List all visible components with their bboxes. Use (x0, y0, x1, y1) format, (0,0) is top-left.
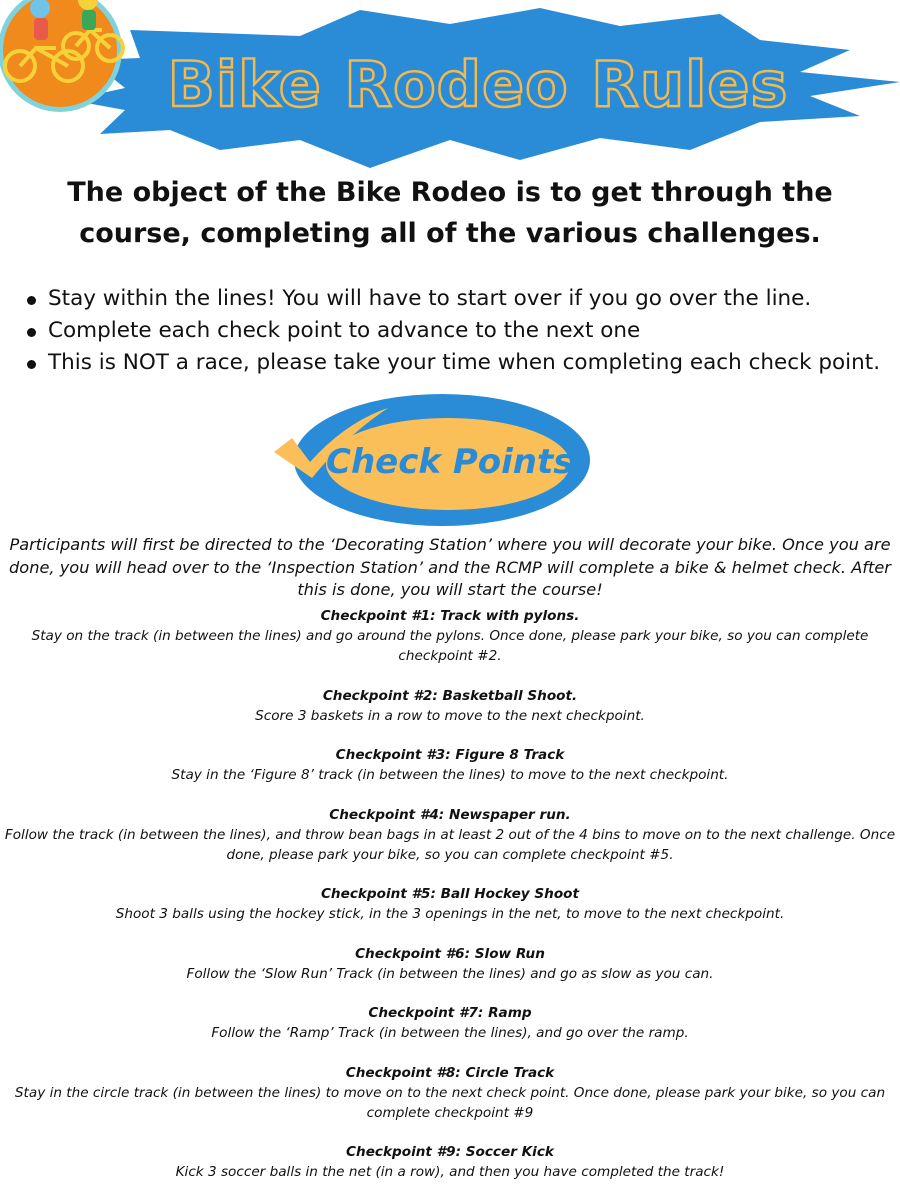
header-banner (0, 0, 900, 170)
rule-item: Complete each check point to advance to the next one (20, 315, 890, 347)
rule-item: This is NOT a race, please take your time when completing each check point. (20, 347, 890, 379)
checkpoint-description: Score 3 baskets in a row to move to the next checkpoint. (255, 707, 645, 724)
checkpoint-item (4, 1063, 896, 1123)
checkpoint-item (4, 1003, 896, 1043)
checkpoint-item (4, 686, 896, 726)
checkpoint-description: Follow the ‘Ramp’ Track (in between the lines), and go over the ramp. (211, 1025, 689, 1041)
checkpoint-description: Shoot 3 balls using the hockey stick, in the 3 openings in the net, to move to the next checkpoint. (115, 906, 785, 922)
checkpoint-title: Checkpoint #4: Newspaper run. (329, 806, 571, 823)
intro-paragraph: Participants will first be directed to the ‘Decorating Station’ where you will decorate your bike. Once you are done, you will head over to the ‘Inspection Station’ and the RCMP will complete a bike & helmet check. After this is done, you will start the course! (9, 535, 891, 599)
checkpoint-item (4, 1142, 896, 1182)
checkpoint-title: Checkpoint #3: Figure 8 Track (335, 747, 565, 763)
checkpoint-item (4, 805, 896, 865)
checkpoint-title: Checkpoint #9: Soccer Kick (346, 1144, 554, 1160)
checkpoint-description: Stay on the track (in between the lines) and go around the pylons. Once done, please park your bike, so you can complete checkpoint #2. (31, 628, 869, 664)
rule-item: Stay within the lines! You will have to start over if you go over the line. (20, 283, 890, 315)
checkpoint-title: Checkpoint #2: Basketball Shoot. (322, 687, 578, 704)
checkpoint-item (4, 745, 896, 785)
check-points-label: Check Points (326, 442, 574, 482)
checkpoint-description: Stay in the circle track (in between the lines) to move on to the next check point. Once done, please park your bike, so you can complete checkpoint #9 (14, 1084, 886, 1121)
page-title: Bike Rodeo Rules (167, 48, 789, 121)
rules-list (20, 283, 890, 379)
checkpoint-item (4, 606, 896, 666)
checkpoint-title: Checkpoint #1: Track with pylons. (320, 608, 580, 624)
checkpoint-item (4, 884, 896, 924)
checkpoint-description: Follow the track (in between the lines), and throw bean bags in at least 2 out of the 4 bins to move on to the next challenge. Once done, please park your bike, so you can complete checkpoint #5. (4, 826, 896, 863)
checkpoint-description: Kick 3 soccer balls in the net (in a row), and then you have completed the track! (175, 1164, 725, 1180)
objective-heading: The object of the Bike Rodeo is to get through the course, completing all of the various challenges. (67, 177, 833, 249)
checkpoint-title: Checkpoint #8: Circle Track (345, 1064, 555, 1081)
checkpoint-description: Follow the ‘Slow Run’ Track (in between the lines) and go as slow as you can. (186, 965, 714, 982)
checkpoint-title: Checkpoint #6: Slow Run (355, 945, 545, 962)
checkpoint-list (4, 606, 896, 1202)
checkpoint-title: Checkpoint #7: Ramp (368, 1005, 532, 1021)
checkpoint-item (4, 944, 896, 984)
checkpoint-title: Checkpoint #5: Ball Hockey Shoot (320, 886, 580, 902)
checkpoint-description: Stay in the ‘Figure 8’ track (in between the lines) to move to the next checkpoint. (171, 767, 729, 783)
